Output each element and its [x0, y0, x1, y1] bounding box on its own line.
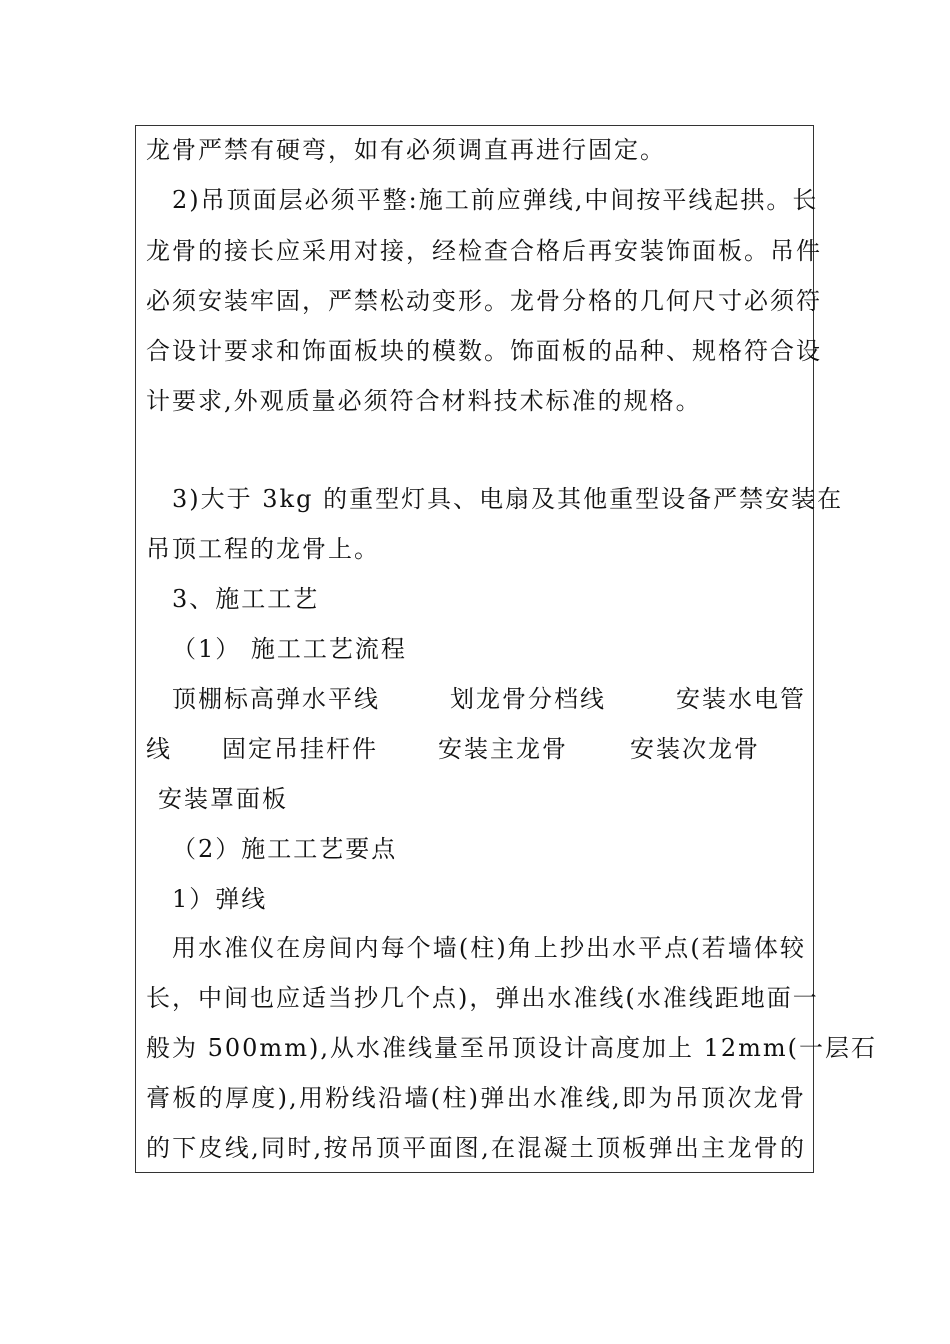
text-line-1: 龙骨严禁有硬弯，如有必须调直再进行固定。	[146, 136, 666, 164]
section-heading: 3、施工工艺	[172, 585, 320, 613]
flow-step-1: 顶棚标高弹水平线	[172, 685, 380, 713]
text-line-6: 计要求,外观质量必须符合材料技术标准的规格。	[146, 387, 702, 415]
text-line-2: 2)吊顶面层必须平整:施工前应弹线,中间按平线起拱。长	[172, 186, 819, 214]
text-line-11: 般为 500mm),从水准线量至吊顶设计高度加上 12mm(一层石	[146, 1034, 877, 1062]
text-line-3: 龙骨的接长应采用对接，经检查合格后再安装饰面板。吊件	[146, 237, 822, 265]
flow-step-3-cont: 线	[146, 735, 172, 763]
text-line-4: 必须安装牢固，严禁松动变形。龙骨分格的几何尺寸必须符	[146, 287, 822, 315]
subsection-heading-1: （1） 施工工艺流程	[172, 635, 407, 663]
text-line-9: 用水准仪在房间内每个墙(柱)角上抄出水平点(若墙体较	[172, 934, 806, 962]
flow-step-7: 安装罩面板	[158, 785, 288, 813]
text-line-8: 吊顶工程的龙骨上。	[146, 535, 380, 563]
flow-step-3: 安装水电管	[676, 685, 806, 713]
flow-step-2: 划龙骨分档线	[450, 685, 606, 713]
flow-step-6: 安装次龙骨	[630, 735, 760, 763]
subsection-heading-3: 1）弹线	[172, 885, 268, 913]
text-line-13: 的下皮线,同时,按吊顶平面图,在混凝土顶板弹出主龙骨的	[146, 1134, 806, 1162]
text-line-10: 长，中间也应适当抄几个点)，弹出水准线(水准线距地面一	[146, 984, 819, 1012]
text-line-5: 合设计要求和饰面板块的模数。饰面板的品种、规格符合设	[146, 337, 822, 365]
subsection-heading-2: （2）施工工艺要点	[172, 835, 398, 863]
text-line-7: 3)大于 3kg 的重型灯具、电扇及其他重型设备严禁安装在	[172, 485, 844, 513]
flow-step-5: 安装主龙骨	[438, 735, 568, 763]
text-line-12: 膏板的厚度),用粉线沿墙(柱)弹出水准线,即为吊顶次龙骨	[146, 1084, 806, 1112]
flow-step-4: 固定吊挂杆件	[222, 735, 378, 763]
